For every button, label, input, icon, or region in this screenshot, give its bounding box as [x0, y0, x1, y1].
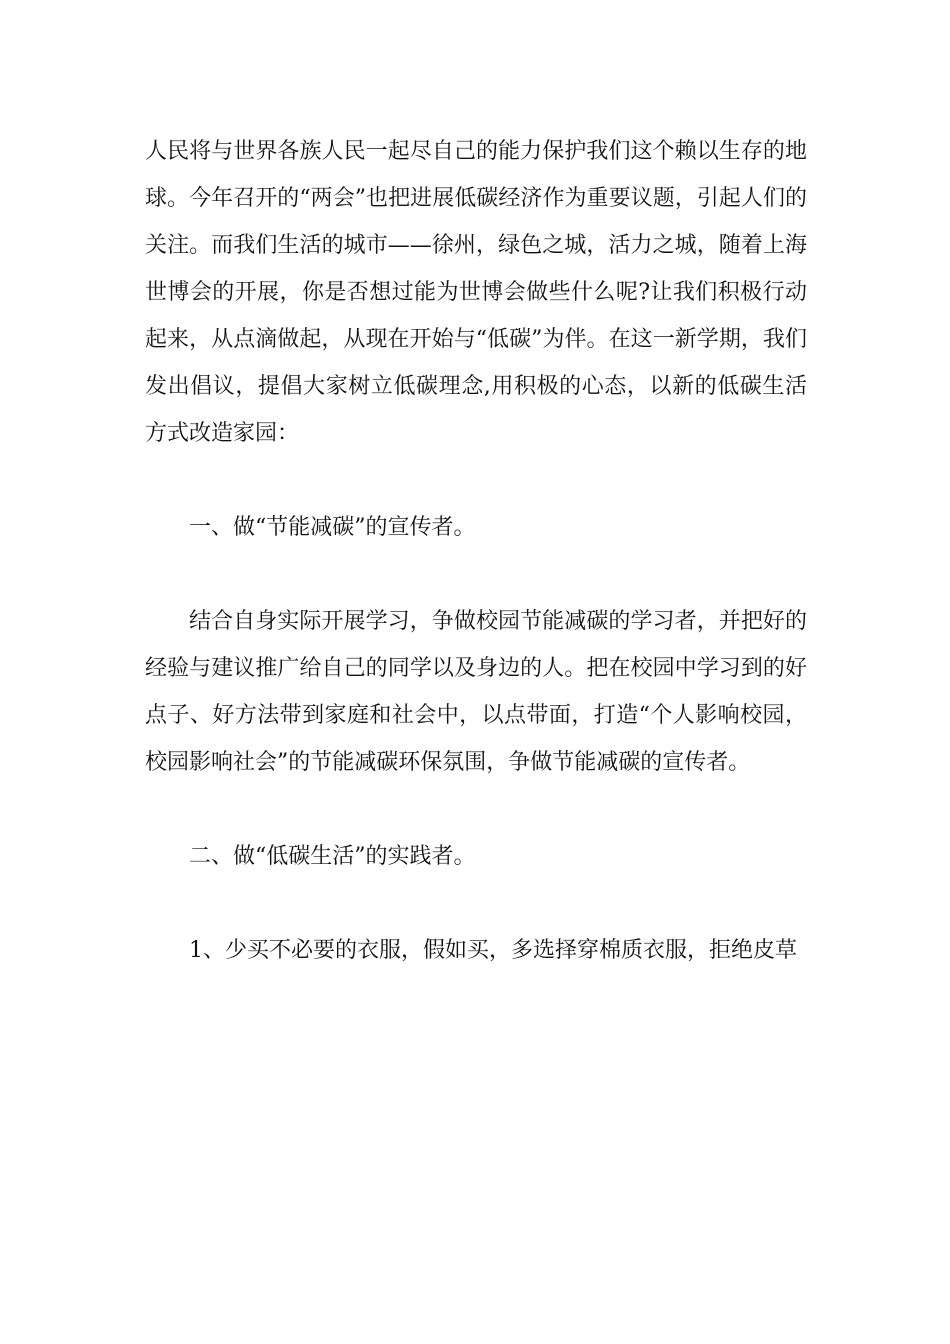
- document-body: [145, 128, 807, 974]
- list-item-1: 1、少买不必要的衣服，假如买，多选择穿棉质衣服，拒绝皮草: [189, 938, 797, 963]
- section-heading-2: 二、做“低碳生活”的实践者。: [189, 844, 476, 869]
- paragraph-intro: 人民将与世界各族人民一起尽自己的能力保护我们这个赖以生存的地球。今年召开的“两会”也把进展低碳经济作为重要议题，引起人们的关注。而我们生活的城市——徐州，绿色之城，活力之城，随着上海世博会的开展，你是否想过能为世博会做些什么呢?让我们积极行动起来，从点滴做起，从现在开始与“低碳”为伴。在这一新学期，我们发出倡议，提倡大家树立低碳理念,用积极的心态，以新的低碳生活方式改造家园：: [145, 139, 807, 446]
- section-heading-1: 一、做“节能减碳”的宣传者。: [189, 515, 476, 540]
- paragraph-section-1: 结合自身实际开展学习，争做校园节能减碳的学习者，并把好的经验与建议推广给自己的同学以及身边的人。把在校园中学习到的好点子、好方法带到家庭和社会中，以点带面，打造“个人影响校园，校园影响社会”的节能减碳环保氛围，争做节能减碳的宣传者。: [145, 609, 807, 775]
